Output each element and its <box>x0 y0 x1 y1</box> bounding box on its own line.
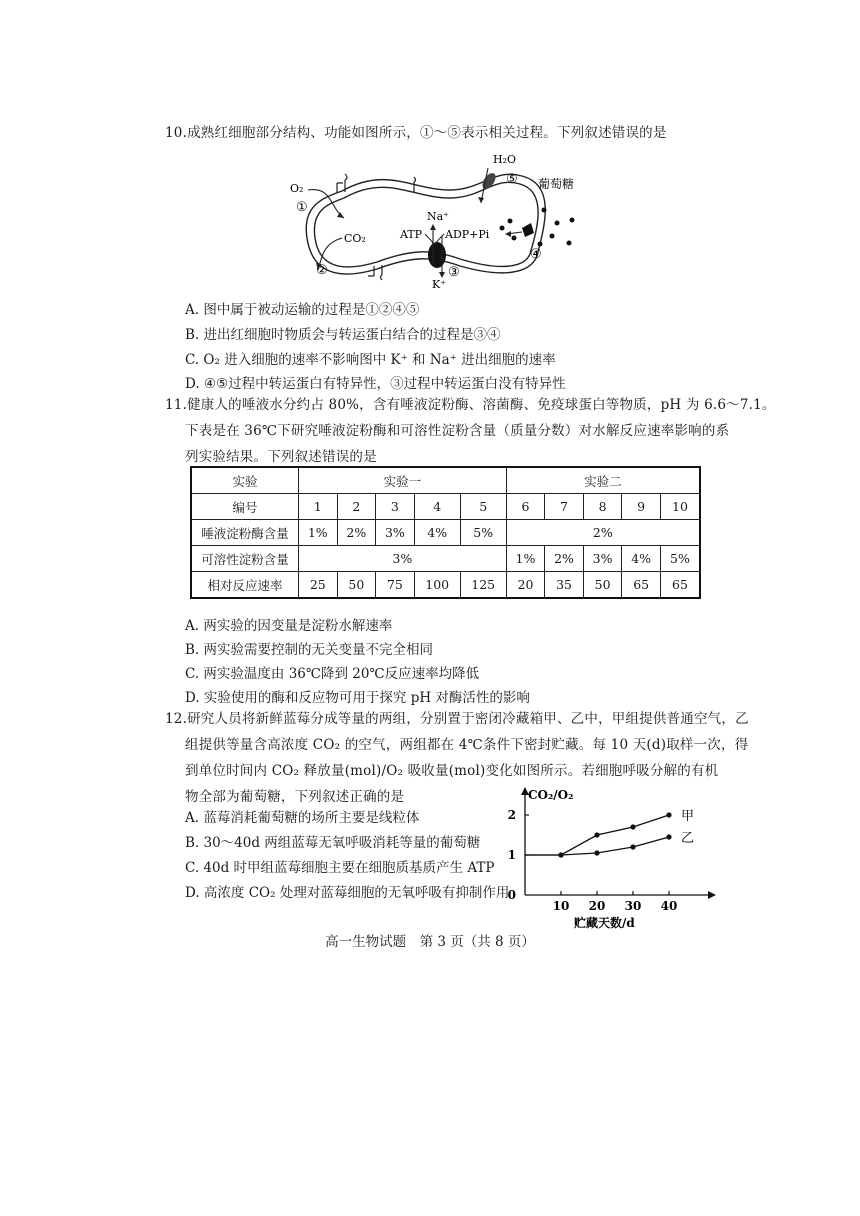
cell-id: 5 <box>460 494 506 520</box>
header-id: 编号 <box>191 494 299 520</box>
x-tick-label: 30 <box>624 899 642 913</box>
process-2-label: ② <box>316 263 328 278</box>
cell-rate: 50 <box>337 572 376 599</box>
y-tick-label: 0 <box>507 888 516 902</box>
cell-rate: 125 <box>460 572 506 599</box>
q10-option-c: C. O₂ 进入细胞的速率不影响图中 K⁺ 和 Na⁺ 进出细胞的速率 <box>185 352 556 368</box>
table-row <box>191 572 700 599</box>
o2-label: O₂ <box>290 182 304 195</box>
page-footer: 高一生物试题 第 3 页（共 8 页） <box>325 934 535 950</box>
cell-rate: 65 <box>660 572 700 599</box>
cell-enzyme: 3% <box>376 520 415 546</box>
q10-stem-text: 10.成熟红细胞部分结构、功能如图所示，①～⑤表示相关过程。下列叙述错误的是 <box>165 125 667 141</box>
x-tick-label: 20 <box>588 899 606 913</box>
header-rate: 相对反应速率 <box>191 572 299 599</box>
header-starch: 可溶性淀粉含量 <box>191 546 299 572</box>
data-point <box>630 844 635 849</box>
cell-id: 8 <box>583 494 622 520</box>
table-row <box>191 494 700 520</box>
cell-enzyme: 4% <box>414 520 460 546</box>
x-axis-label: 贮藏天数/d <box>574 916 635 930</box>
q12-line-2: 组提供等量含高浓度 CO₂ 的空气，两组都在 4℃条件下密封贮藏。每 10 天(d)取样一次，得 <box>185 737 749 753</box>
aquaporin-channel <box>480 171 499 191</box>
x-axis-arrow <box>708 891 716 899</box>
q11-option-d: D. 实验使用的酶和反应物可用于探究 pH 对酶活性的影响 <box>185 690 530 706</box>
cell-rate: 75 <box>376 572 415 599</box>
y-tick-label: 2 <box>507 808 516 822</box>
glucose-transporter <box>522 223 534 237</box>
cell-starch-exp1: 3% <box>299 546 507 572</box>
cell-id: 7 <box>545 494 584 520</box>
series-label: 甲 <box>681 809 695 824</box>
series-label: 乙 <box>681 831 695 846</box>
cell-enzyme: 1% <box>299 520 338 546</box>
data-point <box>666 812 671 817</box>
data-point <box>630 824 635 829</box>
q10-option-d: D. ④⑤过程中转运蛋白有特异性，③过程中转运蛋白没有特异性 <box>185 376 566 392</box>
cell-starch: 2% <box>545 546 584 572</box>
q11-line-2: 下表是在 36℃下研究唾液淀粉酶和可溶性淀粉含量（质量分数）对水解反应速率影响的系 <box>185 423 730 439</box>
h2o-label: H₂O <box>493 153 517 166</box>
q12-option-d: D. 高浓度 CO₂ 处理对蓝莓细胞的无氧呼吸有抑制作用 <box>185 885 510 901</box>
y-axis-label: CO₂/O₂ <box>528 788 574 802</box>
header-exp1: 实验一 <box>299 467 507 494</box>
q12-line-1: 12.研究人员将新鲜蓝莓分成等量的两组，分别置于密闭冷藏箱甲、乙中，甲组提供普通空气，乙 <box>165 711 749 727</box>
cell-id: 4 <box>414 494 460 520</box>
q12-option-c: C. 40d 时甲组蓝莓细胞主要在细胞质基质产生 ATP <box>185 860 495 876</box>
cell-rate: 65 <box>622 572 661 599</box>
cell-rate: 100 <box>414 572 460 599</box>
co2-label: CO₂ <box>344 232 366 245</box>
cell-rate: 25 <box>299 572 338 599</box>
rbc-membrane-outer <box>306 174 545 274</box>
atp-label: ATP <box>400 228 423 241</box>
cell-rate: 35 <box>545 572 584 599</box>
cell-starch: 4% <box>622 546 661 572</box>
q12-line-3: 到单位时间内 CO₂ 释放量(mol)/O₂ 吸收量(mol)变化如图所示。若细胞呼吸分解的有机 <box>185 763 719 779</box>
q12-line-4: 物全部为葡萄糖，下列叙述正确的是 <box>185 789 405 805</box>
data-point <box>666 834 671 839</box>
data-point <box>558 852 563 857</box>
x-tick-label: 40 <box>660 899 678 913</box>
na-label: Na⁺ <box>427 210 449 223</box>
cell-starch: 1% <box>506 546 545 572</box>
table-row <box>191 467 700 494</box>
cell-enzyme: 5% <box>460 520 506 546</box>
cell-starch: 5% <box>660 546 700 572</box>
k-label: K⁺ <box>432 278 447 288</box>
adp-label: ADP+Pi <box>445 228 490 241</box>
cell-id: 2 <box>337 494 376 520</box>
experiment-table <box>190 466 701 599</box>
q11-option-c: C. 两实验温度由 36℃降到 20℃反应速率均降低 <box>185 666 480 682</box>
x-tick-label: 10 <box>552 899 570 913</box>
q11-line-3: 列实验结果。下列叙述错误的是 <box>185 449 377 465</box>
data-point <box>594 832 599 837</box>
glucose-label: 葡萄糖 <box>538 177 575 191</box>
cell-rate: 50 <box>583 572 622 599</box>
table-row <box>191 520 700 546</box>
rbc-membrane-inner <box>314 182 538 267</box>
na-k-pump <box>428 242 446 268</box>
y-tick-label: 1 <box>507 848 516 862</box>
cell-id: 6 <box>506 494 545 520</box>
process-1-label: ① <box>296 200 308 215</box>
cell-id: 3 <box>376 494 415 520</box>
cell-starch: 3% <box>583 546 622 572</box>
q10-stem <box>165 120 667 146</box>
rbc-diagram <box>282 148 592 288</box>
header-enzyme: 唾液淀粉酶含量 <box>191 520 299 546</box>
q12-option-b: B. 30～40d 两组蓝莓无氧呼吸消耗等量的葡萄糖 <box>185 835 481 851</box>
q10-option-a: A. 图中属于被动运输的过程是①②④⑤ <box>185 302 420 318</box>
q11-line-1: 11.健康人的唾液水分约占 80%，含有唾液淀粉酶、溶菌酶、免疫球蛋白等物质，pH 为 6.6～7.1。 <box>165 397 776 413</box>
q11-option-b: B. 两实验需要控制的无关变量不完全相同 <box>185 642 434 658</box>
cell-id: 10 <box>660 494 700 520</box>
q12-option-a: A. 蓝莓消耗葡萄糖的场所主要是线粒体 <box>185 810 420 826</box>
process-3-label: ③ <box>448 265 460 280</box>
co2-o2-chart <box>500 785 725 930</box>
table-row <box>191 546 700 572</box>
cell-enzyme: 2% <box>337 520 376 546</box>
cell-rate: 20 <box>506 572 545 599</box>
cell-enzyme-exp2: 2% <box>506 520 700 546</box>
cell-id: 9 <box>622 494 661 520</box>
cell-id: 1 <box>299 494 338 520</box>
header-exp2: 实验二 <box>506 467 700 494</box>
process-4-label: ④ <box>530 247 542 262</box>
process-5-label: ⑤ <box>506 172 518 187</box>
q11-stem <box>165 392 776 470</box>
q11-option-a: A. 两实验的因变量是淀粉水解速率 <box>185 618 393 634</box>
data-point <box>594 850 599 855</box>
header-experiment: 实验 <box>191 467 299 494</box>
q10-option-b: B. 进出红细胞时物质会与转运蛋白结合的过程是③④ <box>185 327 501 343</box>
